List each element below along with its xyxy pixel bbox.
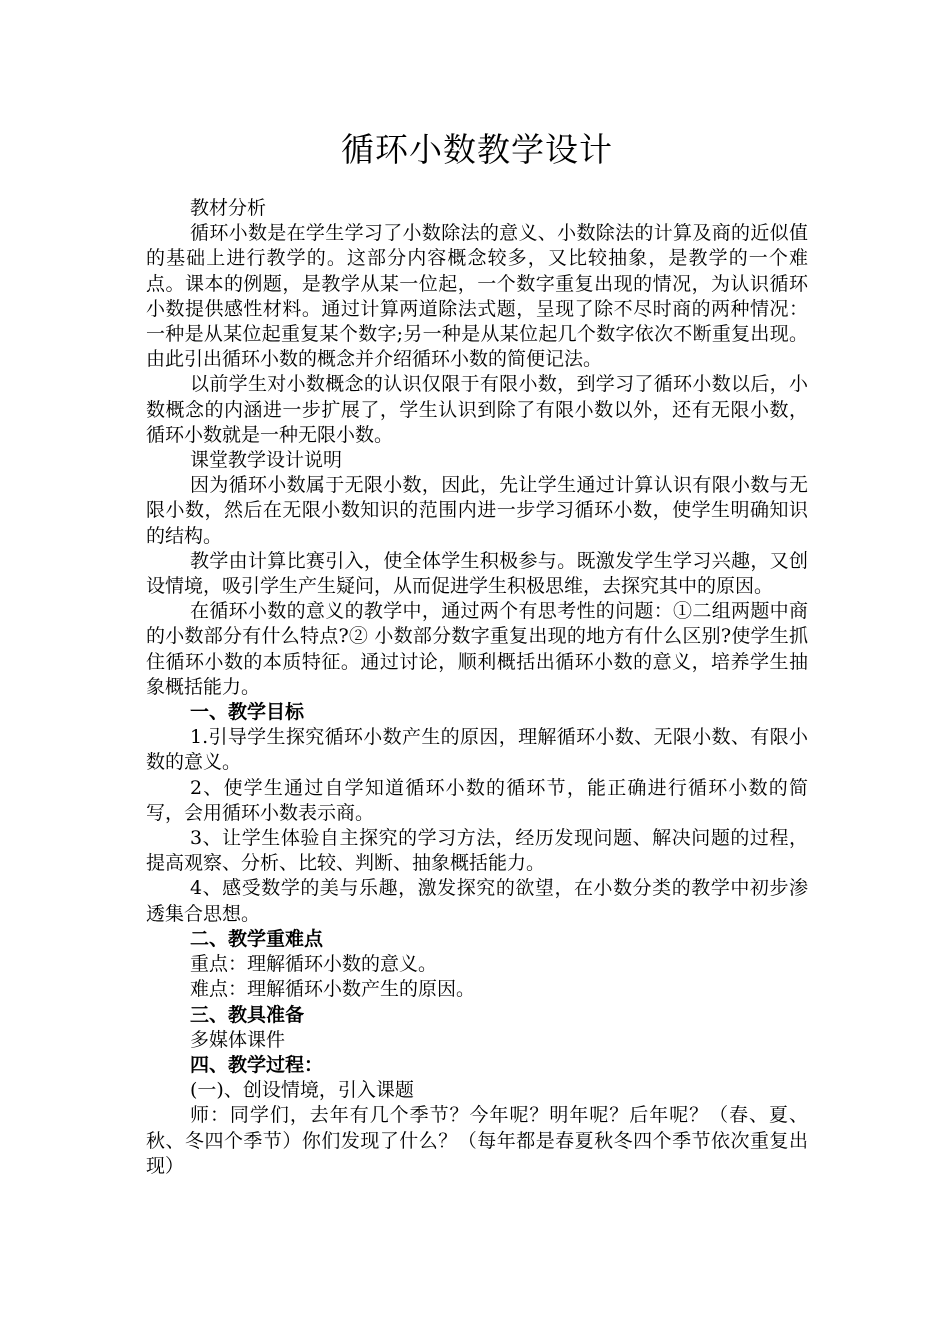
goal-item-4: 4、感受数学的美与乐趣，激发探究的欲望，在小数分类的教学中初步渗透集合思想。 [146, 877, 808, 925]
goal-item-3: 3、让学生体验自主探究的学习方法，经历发现问题、解决问题的过程，提高观察、分析、比较、判断、抽象概括能力。 [146, 827, 808, 875]
heading-teaching-process: 四、教学过程： [190, 1053, 324, 1076]
paragraph-design-notes-1: 因为循环小数属于无限小数，因此，先让学生通过计算认识有限小数与无限小数，然后在无限小数知识的范围内进一步学习循环小数，使学生明确知识的结构。 [146, 474, 808, 547]
paragraph-design-notes-2: 教学由计算比赛引入，使全体学生积极参与。既激发学生学习兴趣，又创设情境，吸引学生产生疑问，从而促进学生积极思维，去探究其中的原因。 [146, 549, 808, 598]
heading-key-points: 二、教学重难点 [190, 927, 324, 950]
paragraph-textbook-analysis-1: 循环小数是在学生学习了小数除法的意义、小数除法的计算及商的近似值的基础上进行教学的。这部分内容概念较多，又比较抽象，是教学的一个难点。课本的例题，是教学从某一位起，一个数字重复出现的情况，为认识循环小数提供感性材料。通过计算两道除法式题，呈现了除不尽时商的两种情况：一种是从某位起重复某个数字;另一种是从某位起几个数字依次不断重复出现。由此引出循环小数的概念并介绍循环小数的简便记法。 [146, 222, 808, 371]
paragraph-design-notes-3: 在循环小数的意义的教学中，通过两个有思考性的问题：①二组两题中商的小数部分有什么特点?② 小数部分数字重复出现的地方有什么区别?使学生抓住循环小数的本质特征。通过讨论，顺利概括出循环小数的意义，培养学生抽象概括能力。 [146, 600, 808, 698]
goal-item-1: 1.引导学生探究循环小数产生的原因，理解循环小数、无限小数、有限小数的意义。 [146, 726, 808, 774]
process-step-1-text: 师：同学们，去年有几个季节？今年呢？明年呢？后年呢？（春、夏、秋、冬四个季节）你们发现了什么？（每年都是春夏秋冬四个季节依次重复出现） [146, 1104, 808, 1177]
difficult-point: 难点：理解循环小数产生的原因。 [190, 978, 476, 1001]
teaching-aids-text: 多媒体课件 [190, 1028, 286, 1051]
process-step-1-title: (一)、创设情境，引入课题 [190, 1079, 414, 1102]
key-point: 重点：理解循环小数的意义。 [190, 953, 438, 976]
document-page [146, 128, 808, 1179]
document-body [146, 196, 808, 1179]
heading-teaching-goals: 一、教学目标 [190, 701, 305, 724]
goal-item-2: 2、使学生通过自学知道循环小数的循环节，能正确进行循环小数的简写，会用循环小数表示商。 [146, 776, 808, 824]
document-title: 循环小数教学设计 [341, 130, 613, 169]
section-label-textbook-analysis: 教材分析 [190, 197, 267, 219]
heading-teaching-aids: 三、教具准备 [190, 1003, 305, 1026]
paragraph-textbook-analysis-2: 以前学生对小数概念的认识仅限于有限小数，到学习了循环小数以后，小数概念的内涵进一步扩展了，学生认识到除了有限小数以外，还有无限小数，循环小数就是一种无限小数。 [146, 373, 808, 446]
section-label-design-notes: 课堂教学设计说明 [190, 449, 343, 472]
